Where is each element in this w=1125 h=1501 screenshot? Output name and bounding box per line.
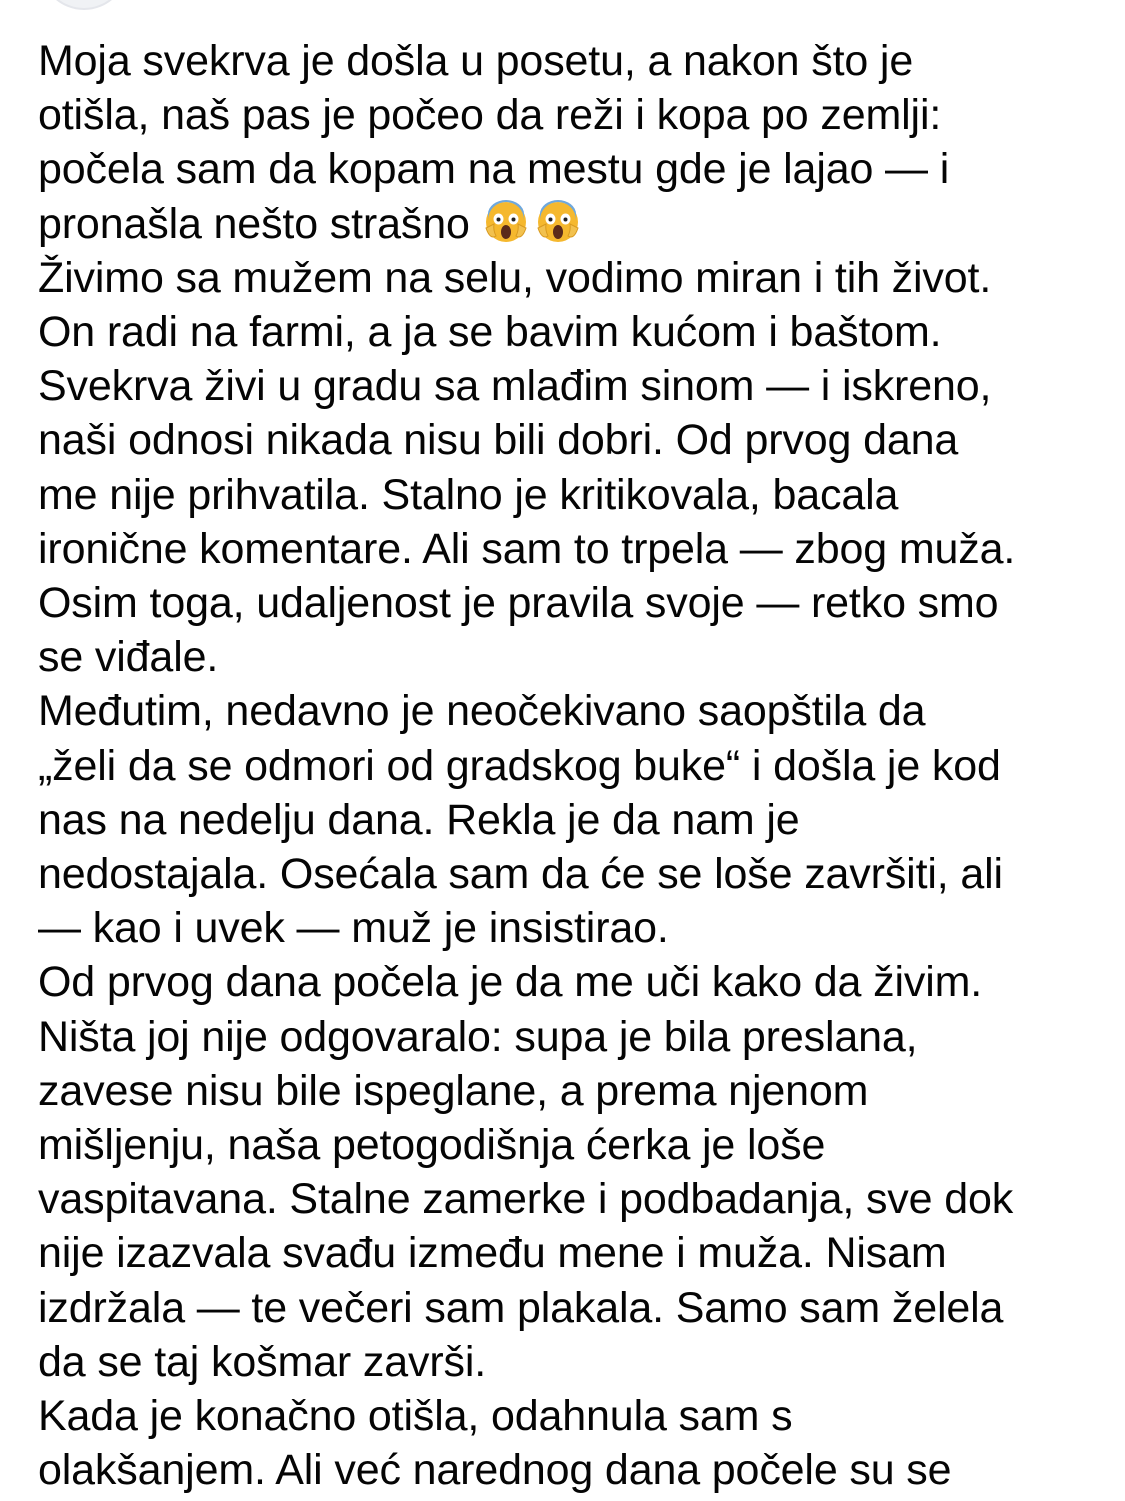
post-line: — kao i uvek — muž je insistirao. (38, 904, 669, 953)
post-line: počela sam da kopam na mestu gde je lajao — i (38, 145, 950, 194)
post-line: se viđale. (38, 633, 219, 682)
post-line: Kada je konačno otišla, odahnula sam s (38, 1392, 793, 1441)
post-line: olakšanjem. Ali već narednog dana počele su se (38, 1446, 952, 1495)
post-line: ironične komentare. Ali sam to trpela — zbog muža. (38, 524, 1016, 573)
post-line: Od prvog dana počela je da me uči kako da živim. (38, 958, 983, 1007)
post-line: nije izazvala svađu između mene i muža. Nisam (38, 1229, 947, 1278)
post-line: da se taj košmar završi. (38, 1337, 487, 1386)
post-line: zavese nisu bile ispeglane, a prema njenom (38, 1066, 869, 1115)
post-line: pronašla nešto strašno (38, 199, 470, 248)
post-line: otišla, naš pas je počeo da reži i kopa po zemlji: (38, 91, 942, 140)
post-line: Međutim, nedavno je neočekivano saopštila da (38, 687, 926, 736)
post-line: me nije prihvatila. Stalno je kritikovala, bacala (38, 470, 899, 519)
post-line: Svekrva živi u gradu sa mlađim sinom — i iskreno, (38, 362, 992, 411)
post-text (38, 34, 1108, 1497)
post-line: On radi na farmi, a ja se bavim kućom i baštom. (38, 308, 942, 357)
post-line: Osim toga, udaljenost je pravila svoje — retko smo (38, 579, 999, 628)
post-line: izdržala — te večeri sam plakala. Samo sam želela (38, 1283, 1004, 1332)
face-screaming-in-fear-emoji (484, 200, 528, 244)
post-line: nas na nedelju dana. Rekla je da nam je (38, 795, 800, 844)
post-line: mišljenju, naša petogodišnja ćerka je loše (38, 1121, 826, 1170)
post-line: Moja svekrva je došla u posetu, a nakon što je (38, 37, 914, 85)
avatar[interactable] (40, 0, 128, 10)
post-line: naši odnosi nikada nisu bili dobri. Od prvog dana (38, 416, 959, 465)
post-line-with-emoji (38, 197, 1108, 251)
post-line: nedostajala. Osećala sam da će se loše završiti, ali (38, 850, 1003, 899)
post-line: Ništa joj nije odgovaralo: supa je bila preslana, (38, 1012, 918, 1061)
face-screaming-in-fear-emoji (536, 200, 580, 244)
post-line: vaspitavana. Stalne zamerke i podbadanja, sve dok (38, 1175, 1014, 1224)
post-line: Živimo sa mužem na selu, vodimo miran i tih život. (38, 253, 992, 302)
post-line: „želi da se odmori od gradskog buke“ i došla je kod (38, 741, 1001, 790)
